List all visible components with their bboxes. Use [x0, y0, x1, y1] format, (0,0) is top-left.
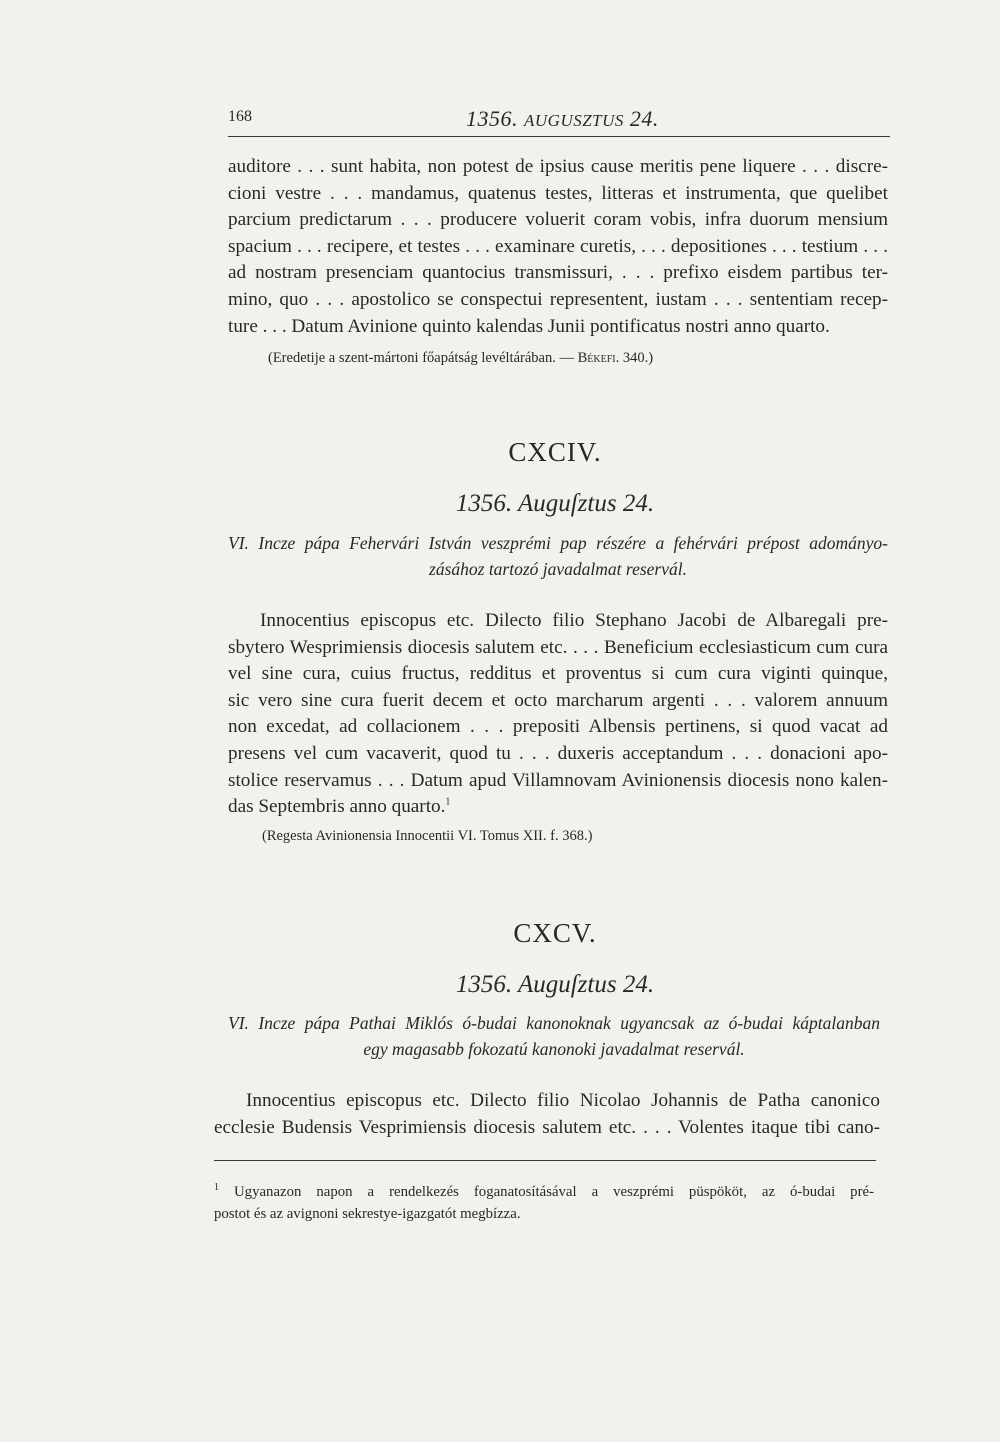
text-line: vel sine cura, cuius fructus, redditus et proventus si cum cura viginti quinque, [228, 663, 888, 685]
source-citation-cxciv: (Regesta Avinionensia Innocentii VI. Tomus XII. f. 368.) [262, 828, 593, 844]
text-line: ecclesie Budensis Vesprimiensis diocesis salutem etc. . . . Volentes itaque tibi cano- [214, 1116, 880, 1138]
top-text [228, 154, 888, 340]
footnote-reference[interactable]: 1 [445, 796, 451, 808]
text-line: presens vel cum vacaverit, quod tu . . . duxeris acceptandum . . . donacioni apo- [228, 742, 888, 764]
footnote-mark: 1 [214, 1182, 219, 1194]
text-line: sic vero sine cura fuerit decem et octo marcharum argenti . . . valorem annuum [228, 689, 888, 711]
footnote-rule [214, 1160, 876, 1161]
summary-line: egy magasabb fokozatú kanonoki javadalmat reservál. [363, 1039, 745, 1059]
text-line: das Septembris anno quarto.$^1$ [228, 796, 451, 818]
summary-line: VI. Incze pápa Pathai Miklós ó-budai kanonoknak ugyancsak az ó-budai káptalanban [228, 1013, 880, 1033]
section-date-cxcv: 1356. Auguſztus 24. [455, 971, 655, 998]
footnote-line: $^1$ Ugyanazon napon a rendelkezés foganatosításával a veszprémi püspököt, az ó-budai pré- [214, 1182, 875, 1200]
section-number-cxciv: CXCIV. [508, 437, 602, 467]
summary-line: zásához tartozó javadalmat reservál. [429, 559, 687, 579]
text-line: mino, quo . . . apostolico se conspectui representent, iustam . . . sententiam recep- [228, 288, 888, 310]
text-line: ad nostram presenciam quantocius transmissuri, . . . prefixo eisdem partibus ter- [228, 262, 888, 284]
text-line: spacium . . . recipere, et testes . . . examinare curetis, . . . depositiones . . . testium . . . [228, 235, 888, 257]
summary-cxcv [228, 1010, 880, 1062]
running-head-day: 24. [629, 106, 659, 131]
footnote [214, 1181, 874, 1225]
text-line: parcium predictarum . . . producere voluerit coram vobis, infra duorum mensium [228, 209, 888, 231]
text-line: sbytero Wesprimiensis diocesis salutem etc. . . . Beneficium ecclesiasticum cum cura [228, 636, 888, 658]
page-number: 168 [228, 108, 252, 125]
source-citation-top: (Eredetije a szent-mártoni főapátság levéltárában. — Békefi. 340.) [268, 350, 654, 366]
body-cxcv [214, 1088, 880, 1141]
summary-line: VI. Incze pápa Fehervári István veszprémi pap részére a fehérvári prépost adományo- [228, 533, 888, 553]
text-line: stolice reservamus . . . Datum apud Villamnovam Avinionensis diocesis nono kalen- [228, 769, 888, 791]
text-line: cioni vestre . . . mandamus, quatenus testes, litteras et instrumenta, que quelibet [228, 182, 888, 204]
section-date-cxciv: 1356. Auguſztus 24. [455, 490, 655, 517]
text-line: Innocentius episcopus etc. Dilecto filio Nicolao Johannis de Patha canonico [246, 1090, 880, 1111]
header-rule [228, 136, 890, 137]
text-line: non excedat, ad collacionem . . . prepositi Albensis pertinens, si quod vacat ad [228, 716, 888, 738]
source-author: Békefi [577, 350, 616, 366]
running-head-year: 1356. [466, 106, 518, 131]
text-line: auditore . . . sunt habita, non potest de ipsius cause meritis pene liquere . . . discre- [228, 156, 888, 177]
running-head [466, 106, 659, 132]
page-header [228, 104, 890, 138]
footnote-line: postot és az avignoni sekrestye-igazgatót megbízza. [214, 1206, 521, 1222]
text-line: ture . . . Datum Avinione quinto kalendas Junii pontificatus nostri anno quarto. [228, 315, 830, 337]
section-number-cxcv: CXCV. [513, 918, 597, 948]
running-head-month: AUGUSZTUS [524, 111, 624, 130]
body-cxciv [228, 608, 888, 821]
summary-cxciv [228, 530, 888, 582]
text-line: Innocentius episcopus etc. Dilecto filio Stephano Jacobi de Albaregali pre- [260, 610, 888, 631]
